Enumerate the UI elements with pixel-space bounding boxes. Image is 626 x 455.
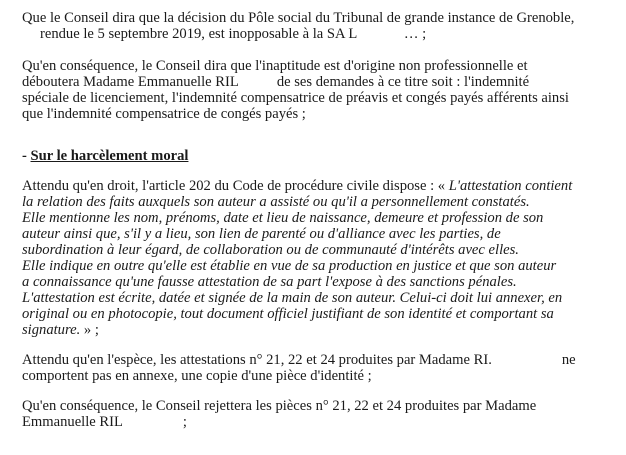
text-line	[22, 26, 614, 42]
quote-segment: L'attestation contient	[448, 178, 573, 194]
quote-line: L'attestation est écrite, datée et signée de la main de son auteur. Celui-ci doit lui annexer, en	[22, 290, 563, 306]
text-line	[22, 178, 614, 194]
redacted-text	[357, 26, 403, 42]
text-segment: Attendu qu'en droit, l'article 202 du Code de procédure civile dispose : «	[22, 178, 449, 194]
text-line: Qu'en conséquence, le Conseil dira que l'inaptitude est d'origine non professionnelle et	[22, 58, 528, 74]
heading-text: Sur le harcèlement moral	[30, 148, 189, 164]
quote-line: Elle indique en outre qu'elle est établie en vue de sa production en justice et que son auteur	[22, 258, 557, 274]
text-line: comportent pas en annexe, une copie d'une pièce d'identité ;	[22, 368, 372, 384]
paragraph-rejet-pieces	[22, 398, 614, 430]
text-line	[22, 322, 614, 338]
quote-line: a connaissance qu'une fausse attestation de sa part l'expose à des sanctions pénales.	[22, 274, 517, 290]
quote-line: subordination à leur égard, de collaboration ou de communauté d'intérêts avec elles.	[22, 242, 519, 258]
quote-line: original ou en photocopie, tout document officiel justifiant de son identité et comportant sa	[22, 306, 554, 322]
paragraph-attestations	[22, 352, 614, 384]
text-line: spéciale de licenciement, l'indemnité compensatrice de préavis et congés payés afférents ainsi	[22, 90, 569, 106]
text-segment: rendue le 5 septembre 2019, est inopposable à la SA L	[40, 26, 358, 42]
text-line	[22, 414, 614, 430]
text-segment: » ;	[80, 322, 99, 338]
text-segment: … ;	[403, 26, 427, 42]
quote-line: auteur ainsi que, s'il y a lieu, son lien de parenté ou d'alliance avec les parties, de	[22, 226, 501, 242]
text-line	[22, 352, 614, 368]
heading-dash: -	[22, 148, 31, 164]
text-segment: de ses demandes à ce titre soit : l'indemnité	[276, 74, 530, 90]
text-line: que l'indemnité compensatrice de congés payés ;	[22, 106, 306, 122]
text-segment: ne	[561, 352, 576, 368]
text-segment: Attendu qu'en l'espèce, les attestations n° 21, 22 et 24 produites par Madame RI.	[22, 352, 492, 368]
paragraph-article-202	[22, 178, 614, 338]
text-line: Qu'en conséquence, le Conseil rejettera les pièces n° 21, 22 et 24 produites par Madame	[22, 398, 537, 414]
section-heading	[22, 148, 614, 164]
paragraph-inopposabilite	[22, 10, 614, 42]
text-line: Que le Conseil dira que la décision du Pôle social du Tribunal de grande instance de Grenoble,	[22, 10, 575, 26]
text-line	[22, 74, 614, 90]
quote-segment: signature.	[22, 322, 81, 338]
text-segment: Emmanuelle RIL	[22, 414, 123, 430]
paragraph-inaptitude	[22, 58, 614, 122]
quote-line: Elle mentionne les nom, prénoms, date et lieu de naissance, demeure et profession de son	[22, 210, 544, 226]
quote-line: la relation des faits auxquels son auteur a assisté ou qu'il a personnellement constatés.	[22, 194, 530, 210]
text-segment: déboutera Madame Emmanuelle RIL	[22, 74, 239, 90]
text-segment: ;	[182, 414, 187, 430]
